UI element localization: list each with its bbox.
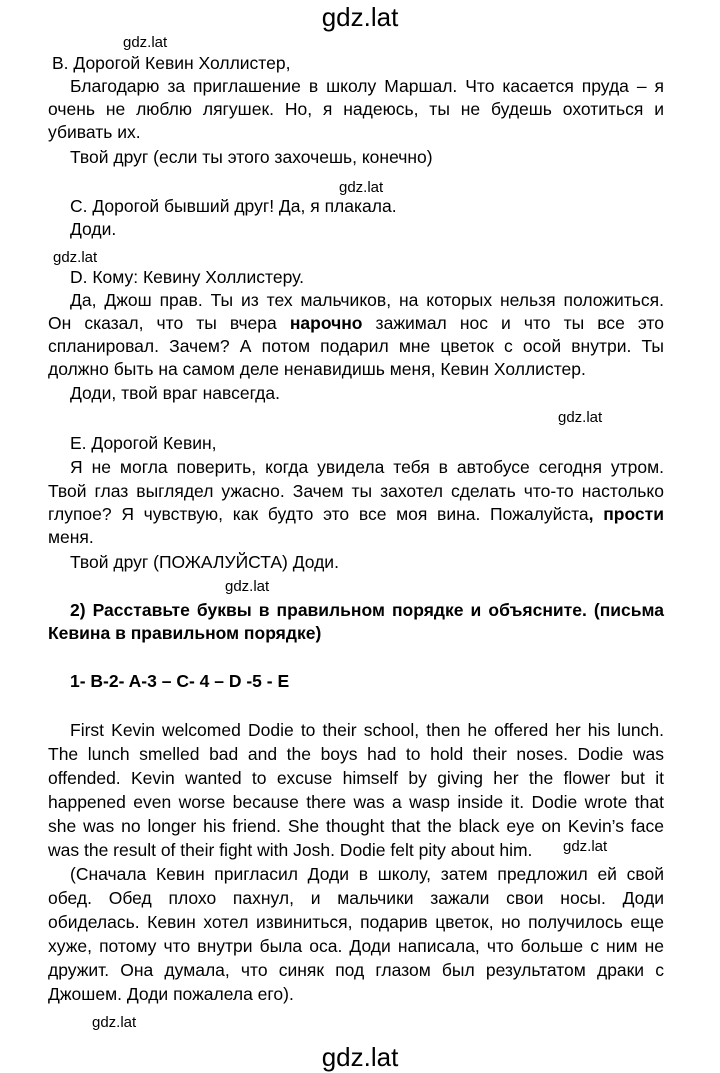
russian-line: хуже, потому что внутри была оса. Доди написала, что больше с ним не	[48, 936, 664, 956]
letter-b-signature: Твой друг (если ты этого захочешь, конечно)	[70, 147, 433, 167]
english-line: was the result of their fight with Josh. Dodie felt pity about him.	[48, 840, 533, 860]
letter-b-line: убивать их.	[48, 122, 141, 142]
english-line: The lunch smelled bad and the boys had to hold their noses. Dodie was	[48, 744, 664, 764]
letter-d-text: Он сказал, что ты вчера	[48, 313, 290, 333]
letter-e-line: Я не могла поверить, когда увидела тебя в автобусе сегодня утром.	[70, 457, 664, 477]
russian-line: Джошем. Доди пожалела его).	[48, 984, 294, 1004]
letter-b-line: очень не люблю лягушек. Но, я надеюсь, ты не будешь охотиться и	[48, 99, 664, 119]
watermark-small: gdz.lat	[558, 409, 603, 426]
letter-d-line	[48, 312, 664, 335]
watermark-small: gdz.lat	[92, 1014, 137, 1031]
letter-d-line: спланировал. Зачем? А потом подарил мне цветок с осой внутри. Ты	[48, 336, 664, 356]
letter-e-greeting: E. Дорогой Кевин,	[70, 433, 217, 453]
english-line: First Kevin welcomed Dodie to their school, then he offered her his lunch.	[70, 720, 664, 740]
letter-e-signature: Твой друг (ПОЖАЛУЙСТА) Доди.	[70, 552, 339, 572]
english-line: offended. Kevin wanted to excuse himself by giving her the flower but it	[48, 768, 664, 788]
letter-e-text: глупое? Я чувствую, как будто это все моя вина. Пожалуйста	[48, 504, 589, 524]
letter-d-line: Да, Джош прав. Ты из тех мальчиков, на которых нельзя положиться.	[70, 290, 664, 310]
russian-line: (Сначала Кевин пригласил Доди в школу, затем предложил ей свой	[70, 864, 664, 884]
letter-c-signature: Доди.	[70, 219, 117, 239]
watermark-small: gdz.lat	[123, 34, 168, 51]
letter-d-greeting: D. Кому: Кевину Холлистеру.	[70, 267, 304, 287]
letter-e-line	[48, 503, 664, 526]
letter-e-line: Твой глаз выглядел ужасно. Зачем ты захотел сделать что-то настолько	[48, 481, 664, 501]
russian-line: обед. Обед плохо пахнул, и мальчики зажали свои носы. Доди	[48, 888, 664, 908]
letter-b-line: Благодарю за приглашение в школу Маршал. Что касается пруда – я	[70, 76, 664, 96]
letter-d-text: зажимал нос и что ты все это	[362, 313, 664, 333]
watermark-small: gdz.lat	[53, 249, 98, 266]
letter-e-bold-word: , прости	[588, 504, 664, 524]
watermark-small: gdz.lat	[225, 578, 270, 595]
watermark-top: gdz.lat	[321, 2, 399, 32]
watermark-bottom: gdz.lat	[321, 1042, 399, 1072]
russian-line: дружит. Она думала, что синяк под глазом был результатом драки с	[48, 960, 664, 980]
letter-e-line: меня.	[48, 527, 94, 547]
letter-c-line: C. Дорогой бывший друг! Да, я плакала.	[70, 196, 397, 216]
letter-b-greeting: B. Дорогой Кевин Холлистер,	[52, 53, 291, 73]
letter-d-line: должно быть на самом деле ненавидишь меня, Кевин Холлистер.	[48, 359, 586, 379]
watermark-small: gdz.lat	[339, 179, 384, 196]
task-heading: Кевина в правильном порядке)	[48, 623, 322, 643]
english-line: happened even worse because there was a wasp inside it. Dodie wrote that	[48, 792, 664, 812]
watermark-small: gdz.lat	[563, 838, 608, 855]
letter-d-signature: Доди, твой враг навсегда.	[70, 383, 280, 403]
task-answer: 1- B-2- A-3 – C- 4 – D -5 - E	[70, 671, 290, 691]
russian-line: обиделась. Кевин хотел извиниться, подарив цветок, но получилось еще	[48, 912, 664, 932]
letter-d-bold-word: нарочно	[289, 313, 363, 333]
english-line: she was no longer his friend. She thought that the black eye on Kevin’s face	[48, 816, 664, 836]
task-heading: 2) Расставьте буквы в правильном порядке и объясните. (письма	[70, 600, 664, 620]
